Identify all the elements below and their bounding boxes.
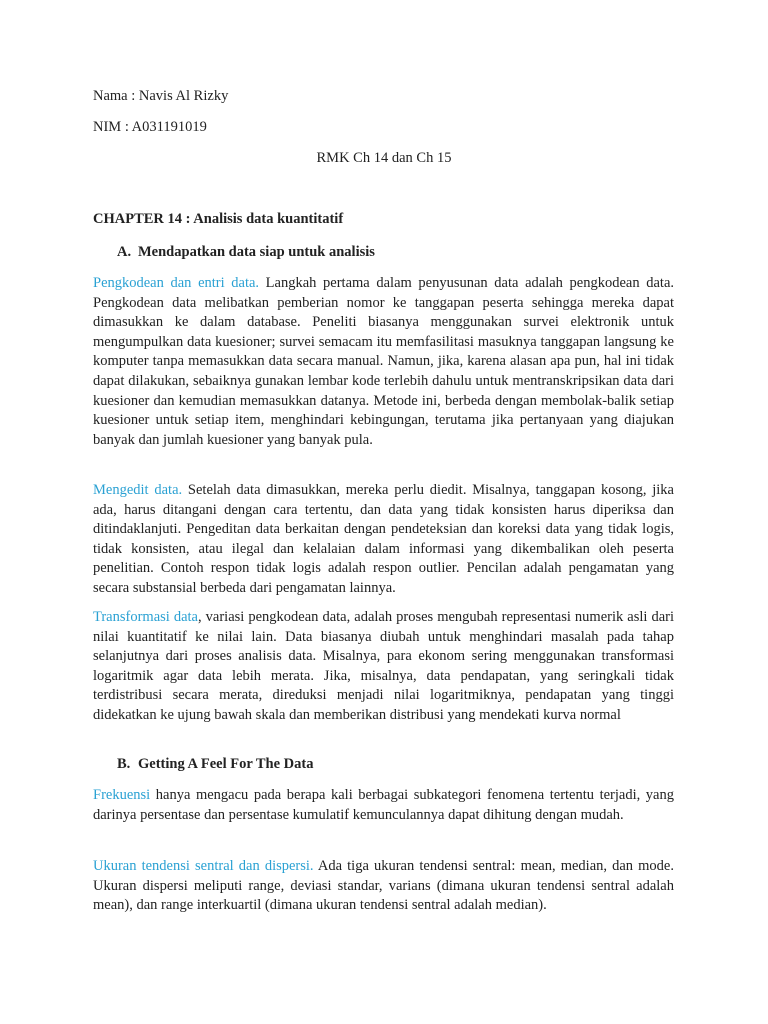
section-heading-a xyxy=(117,243,375,262)
document-title xyxy=(0,149,768,168)
term-transformasi: Transformasi data xyxy=(93,609,198,625)
paragraph-pengkodean xyxy=(93,274,674,450)
paragraph-text-mengedit: Setelah data dimasukkan, mereka perlu diedit. Misalnya, tanggapan kosong, jika ada, harus ditangani dengan cara tertentu, dan data yang tidak konsisten harus diperiksa dan ditindaklanjuti. Pengeditan data berkaitan dengan pendeteksian dan koreksi data yang tidak logis, tidak konsisten, atau ilegal dan kelalaian dalam informasi yang dikembalikan oleh peserta penelitian. Contoh respon tidak logis adalah respon outlier. Pencilan adalah pengamatan yang secara substansial berbeda dari pengamatan lainnya. xyxy=(93,482,674,596)
student-nim-line: NIM : A031191019 xyxy=(93,119,207,135)
document-title-text: RMK Ch 14 dan Ch 15 xyxy=(316,150,452,166)
section-heading-b xyxy=(117,755,313,774)
paragraph-transformasi xyxy=(93,608,674,726)
section-title-b: Getting A Feel For The Data xyxy=(138,756,314,772)
paragraph-text-ukuran: Ada tiga ukuran tendensi sentral: mean, median, dan mode. Ukuran dispersi meliputi range, deviasi standar, varians (dimana ukuran tendensi sentral adalah mean), dan range interkuartil (dimana ukuran tendensi sentral adalah median). xyxy=(93,858,674,914)
paragraph-frekuensi xyxy=(93,786,674,825)
section-marker-b: B. xyxy=(117,756,131,772)
term-frekuensi: Frekuensi xyxy=(93,787,151,803)
section-marker-a: A. xyxy=(117,244,132,260)
section-title-a: Mendapatkan data siap untuk analisis xyxy=(138,244,375,260)
term-ukuran: Ukuran tendensi sentral dan dispersi. xyxy=(93,858,314,874)
student-name-line: Nama : Navis Al Rizky xyxy=(93,88,229,104)
paragraph-mengedit xyxy=(93,481,674,599)
chapter-heading: CHAPTER 14 : Analisis data kuantitatif xyxy=(93,211,344,227)
paragraph-ukuran xyxy=(93,857,674,916)
term-mengedit: Mengedit data. xyxy=(93,482,183,498)
term-pengkodean: Pengkodean dan entri data. xyxy=(93,275,260,291)
paragraph-text-pengkodean: Langkah pertama dalam penyusunan data adalah pengkodean data. Pengkodean data melibatkan pemberian nomor ke tanggapan peserta sehingga mereka dapat dimasukkan ke dalam database. Peneliti biasanya menggunakan survei elektronik untuk mengumpulkan data kuesioner; survei semacam itu memfasilitasi masuknya tanggapan langsung ke komputer tanpa memasukkan data secara manual. Namun, jika, karena alasan apa pun, hal ini tidak dapat dilakukan, sebaiknya gunakan lembar kode terlebih dahulu untuk mentranskripsikan data dari kuesioner dan kemudian memasukkan datanya. Metode ini, berbeda dengan membolak-balik setiap kuesioner untuk setiap item, menghindari kebingungan, terutama jika pertanyaan yang diajukan banyak dan jumlah kuesioner yang banyak pula. xyxy=(93,275,675,448)
paragraph-text-transformasi: , variasi pengkodean data, adalah proses mengubah representasi numerik asli dari nilai kuantitatif ke nilai lain. Data biasanya diubah untuk menghindari masalah pada tahap selanjutnya dari proses analisis data. Misalnya, para ekonom sering menggunakan transformasi logaritmik agar data lebih merata. Jika, misalnya, data pendapatan, yang seringkali tidak terdistribusi secara merata, direduksi menjadi nilai logaritmiknya, pendapatan yang tinggi didekatkan ke ujung bawah skala dan memberikan distribusi yang mendekati kurva normal xyxy=(93,609,675,723)
paragraph-text-frekuensi: hanya mengacu pada berapa kali berbagai subkategori fenomena tertentu terjadi, yang darinya persentase dan persentase kumulatif kemunculannya dapat dihitung dengan mudah. xyxy=(93,787,674,823)
